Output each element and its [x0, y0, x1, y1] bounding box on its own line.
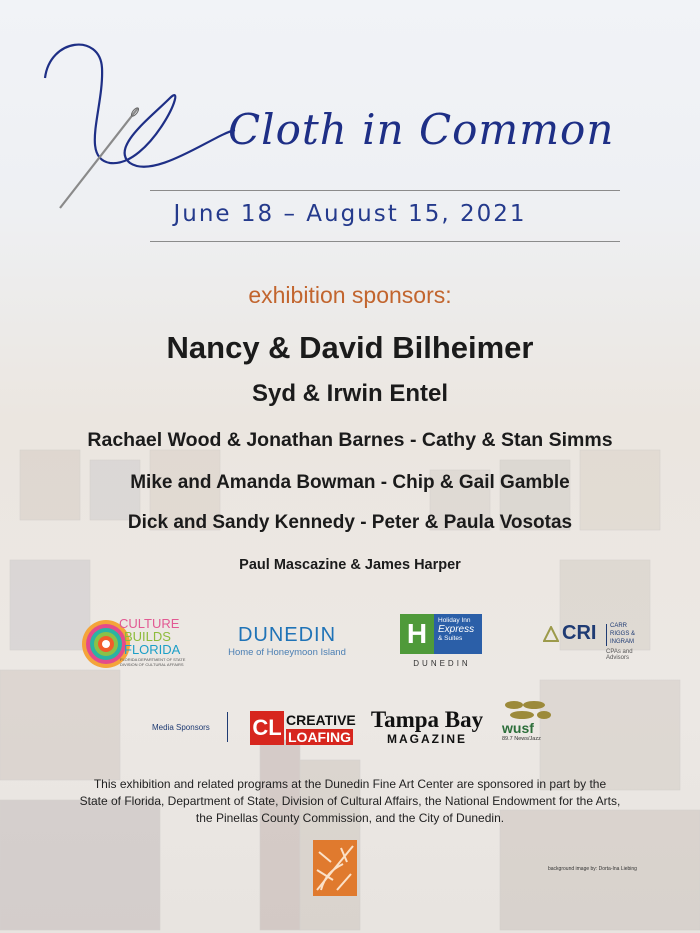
cri-triangle-icon — [543, 626, 559, 642]
lead-sponsor: Nancy & David Bilheimer — [166, 330, 534, 365]
cri-logo — [543, 622, 643, 662]
funding-line-1: This exhibition and related programs at the Dunedin Fine Art Center are sponsored in part by the — [93, 777, 607, 791]
exhibition-dates: June 18 – August 15, 2021 — [173, 201, 527, 227]
holiday-inn-line3: & Suites — [438, 635, 463, 642]
funding-line-2: State of Florida, Department of State, Division of Cultural Affairs, the National Endowment for the Arts, — [79, 794, 621, 808]
culture-builds-line1: CULTURE — [119, 616, 180, 631]
cri-tagline: CPAs and Advisors — [606, 649, 633, 661]
media-divider — [227, 712, 228, 742]
sponsors-heading: exhibition sponsors: — [248, 282, 452, 308]
holiday-inn-h-mark: H — [406, 618, 428, 649]
wusf-tagline: 89.7 News/Jazz — [502, 736, 541, 742]
creative-loafing-logo — [250, 711, 356, 747]
culture-builds-sub2: DIVISION OF CULTURAL AFFAIRS — [120, 662, 184, 667]
exhibition-title: Cloth in Common — [228, 105, 615, 154]
tampa-bay-magazine-logo — [370, 708, 484, 748]
background-image-credit: background image by: Dorta-Ina Liebing — [548, 866, 637, 872]
culture-builds-sub1: FLORIDA DEPARTMENT OF STATE — [120, 657, 186, 662]
sponsor-tier-5: Dick and Sandy Kennedy - Peter & Paula Vosotas — [127, 512, 573, 533]
creative-loafing-line1: CREATIVE — [286, 712, 356, 728]
creative-loafing-mark: CL — [250, 711, 284, 745]
funding-line-3: the Pinellas County Commission, and the City of Dunedin. — [195, 811, 505, 825]
sponsor-tier-6: Paul Mascazine & James Harper — [239, 557, 461, 573]
holiday-inn-city: DUNEDIN — [413, 659, 471, 668]
media-sponsors-label: Media Sponsors — [152, 723, 210, 732]
holiday-inn-line2: Express — [438, 624, 475, 635]
dunedin-tagline: Home of Honeymoon Island — [228, 647, 346, 658]
cri-abbr: CRI — [562, 622, 597, 644]
sponsor-tier-3: Rachael Wood & Jonathan Barnes - Cathy & Stan Simms — [87, 429, 613, 451]
holiday-inn-line1: Holiday Inn — [438, 617, 471, 624]
cri-separator — [606, 624, 607, 646]
tampa-bay-line1: Tampa Bay — [370, 707, 484, 732]
holiday-inn-green-block — [400, 614, 434, 654]
bottom-divider — [150, 241, 620, 242]
dunedin-wordmark: DUNEDIN — [237, 624, 337, 646]
culture-builds-line2: BUILDS — [124, 629, 171, 644]
wusf-logo — [500, 700, 560, 748]
holiday-inn-express-logo — [400, 614, 484, 670]
tampa-bay-line2: MAGAZINE — [387, 732, 467, 746]
wusf-dots-icon — [502, 700, 552, 722]
top-divider — [150, 190, 620, 191]
cri-line3: INGRAM — [610, 639, 634, 645]
sponsor-tier-2: Syd & Irwin Entel — [251, 380, 449, 407]
creative-loafing-line2: LOAFING — [288, 729, 351, 745]
holiday-inn-blue-block — [434, 614, 482, 654]
dunedin-logo — [226, 624, 348, 664]
culture-builds-line3: FLORIDA — [124, 642, 181, 657]
sponsor-tier-4: Mike and Amanda Bowman - Chip & Gail Gamble — [130, 472, 570, 493]
cri-line1: CARR — [610, 623, 628, 629]
wusf-wordmark: wusf — [502, 720, 534, 736]
dunedin-fine-art-center-logo — [313, 840, 357, 896]
cri-line2: RIGGS & — [610, 631, 636, 637]
funding-statement — [50, 776, 650, 827]
culture-builds-florida-logo — [80, 616, 192, 672]
